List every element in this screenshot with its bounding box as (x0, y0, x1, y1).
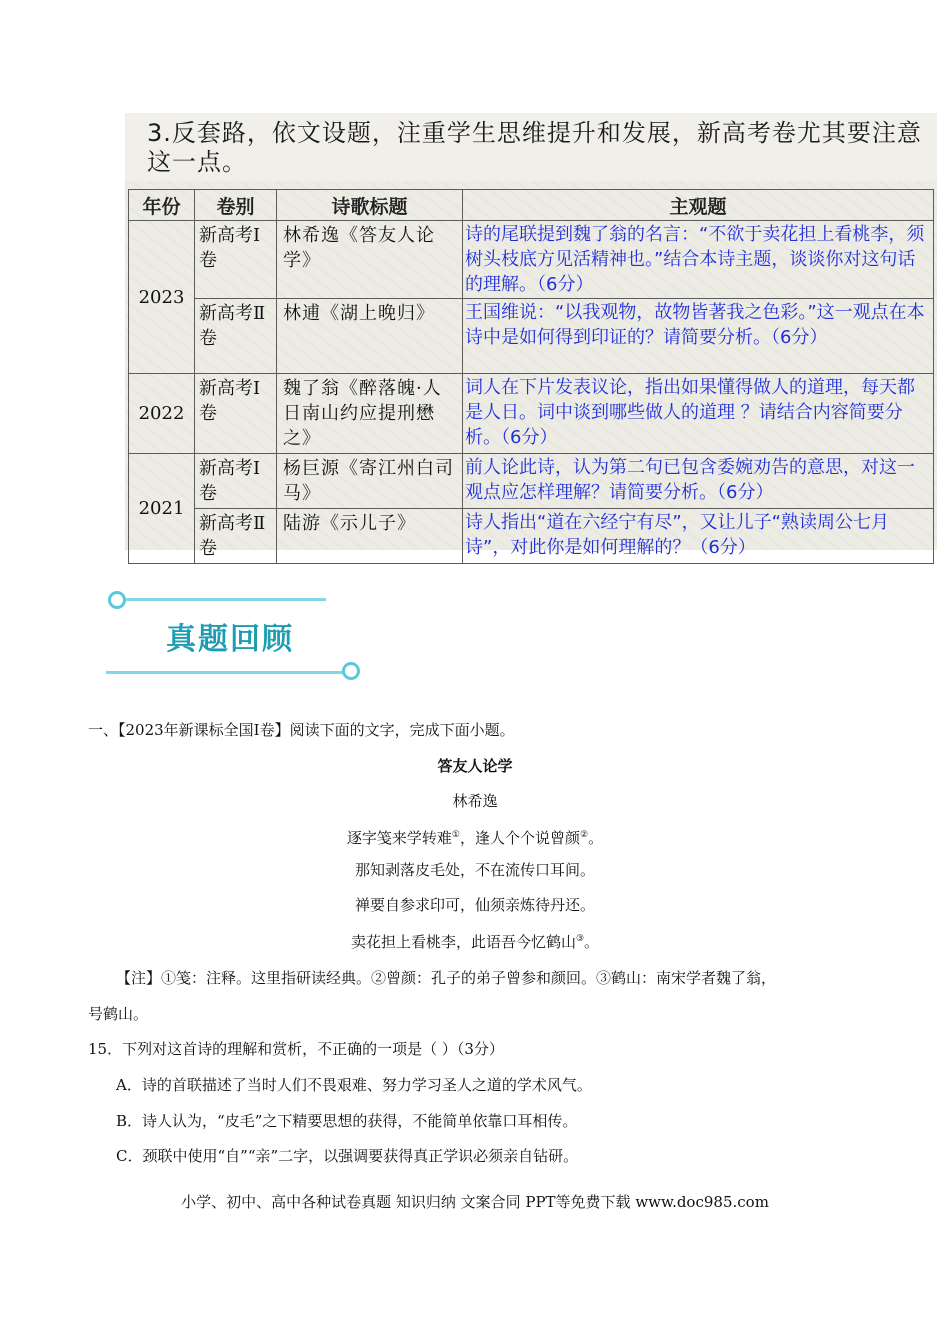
question-cell: 词人在下片发表议论，指出如果懂得做人的道理，每天都是人日。词中谈到哪些做人的道理 ？请结合内容简要分析。（6分） (463, 374, 934, 454)
poem-line: 那知剥落皮毛处，不在流传口耳间。 (354, 861, 595, 879)
volume-cell: 新高考Ⅱ卷 (195, 509, 277, 564)
footnote-mark: ② (580, 830, 589, 840)
banner-line-top (126, 598, 326, 601)
question-cell: 诗的尾联提到魏了翁的名言：“不欲于卖花担上看桃李，须树头枝底方见活精神也。”结合本诗主题，谈谈你对这句话的理解。（6分） (463, 221, 934, 299)
table-row (129, 509, 934, 564)
circle-icon (108, 591, 126, 609)
footnote-mark: ③ (575, 934, 585, 944)
poem-question-table (128, 189, 934, 564)
table-row (129, 299, 934, 374)
header-poem-title: 诗歌标题 (277, 190, 463, 221)
option-a: A．诗的首联描述了当时人们不畏艰难、努力学习圣人之道的学术风气。 (116, 1076, 592, 1094)
banner-label: 真题回顾 (166, 622, 294, 657)
poem-line-text: 逐字笺来学转难 (346, 829, 452, 847)
poem-author: 林希逸 (452, 792, 498, 810)
banner-line-bottom (106, 671, 346, 674)
footnote-mark: ① (451, 830, 460, 840)
section-banner (106, 584, 376, 694)
question-cell: 王国维说：“以我观物，故物皆著我之色彩。”这一观点在本诗中是如何得到印证的？请简要分析。（6分） (463, 299, 934, 374)
annotation-line-1: 【注】①笺：注释。这里指研读经典。②曾颜：孔子的弟子曾参和颜回。③鹤山：南宋学者魏了翁， (116, 969, 777, 987)
poem-line-end: 。 (588, 829, 604, 847)
header-question: 主观题 (463, 190, 934, 221)
option-b: B．诗人认为，“皮毛”之下精要思想的获得，不能简单依靠口耳相传。 (116, 1112, 578, 1130)
title-cell: 林希逸《答友人论学》 (277, 221, 463, 299)
year-cell: 2023 (129, 221, 195, 374)
title-cell: 杨巨源《寄江州白司马》 (277, 454, 463, 509)
poem-line-text: 卖花担上看桃李，此语吾今忆鹤山 (350, 933, 576, 951)
year-cell: 2021 (129, 454, 195, 564)
question-cell: 诗人指出“道在六经宁有尽”，又让儿子“熟读周公七月诗”，对此你是如何理解的？（6分） (463, 509, 934, 564)
volume-cell: 新高考Ⅱ卷 (195, 299, 277, 374)
poem-line (0, 929, 950, 952)
section-intro: 一、【2023年新课标全国Ⅰ卷】阅读下面的文字，完成下面小题。 (88, 721, 515, 739)
volume-cell: 新高考Ⅰ卷 (195, 221, 277, 299)
circle-icon (342, 662, 360, 680)
table-header-row (129, 190, 934, 221)
analysis-heading: 3.反套路，依文设题，注重学生思维提升和发展，新高考卷尤其要注意这一点。 (147, 119, 922, 176)
question-cell: 前人论此诗，认为第二句已包含委婉劝告的意思，对这一观点应怎样理解？请简要分析。（6分） (463, 454, 934, 509)
year-cell: 2022 (129, 374, 195, 454)
option-c: C．颈联中使用“自”“亲”二字，以强调要获得真正学识必须亲自钻研。 (116, 1147, 579, 1165)
poem-line-text: ，逢人个个说曾颜 (459, 829, 580, 847)
volume-cell: 新高考Ⅰ卷 (195, 454, 277, 509)
exam-analysis-image (125, 113, 937, 559)
poem-line (0, 825, 950, 848)
title-cell: 魏了翁《醉落魄·人日南山约应提刑懋之》 (277, 374, 463, 454)
poem-line-end: 。 (584, 933, 600, 951)
poem-title: 答友人论学 (437, 757, 513, 775)
annotation-line-2: 号鹤山。 (88, 1005, 149, 1023)
title-cell: 林逋《湖上晚归》 (277, 299, 463, 374)
title-cell: 陆游《示儿子》 (277, 509, 463, 564)
page-footer: 小学、初中、高中各种试卷真题 知识归纳 文案合同 PPT等免费下载 www.doc985.com (181, 1193, 769, 1211)
header-year: 年份 (129, 190, 195, 221)
volume-cell: 新高考Ⅰ卷 (195, 374, 277, 454)
poem-line: 禅要自参求印可，仙须亲炼待丹还。 (354, 896, 595, 914)
table-row (129, 221, 934, 299)
question-stem: 15．下列对这首诗的理解和赏析，不正确的一项是（ ）（3分） (88, 1040, 504, 1058)
header-volume: 卷别 (195, 190, 277, 221)
table-row (129, 454, 934, 509)
table-row (129, 374, 934, 454)
